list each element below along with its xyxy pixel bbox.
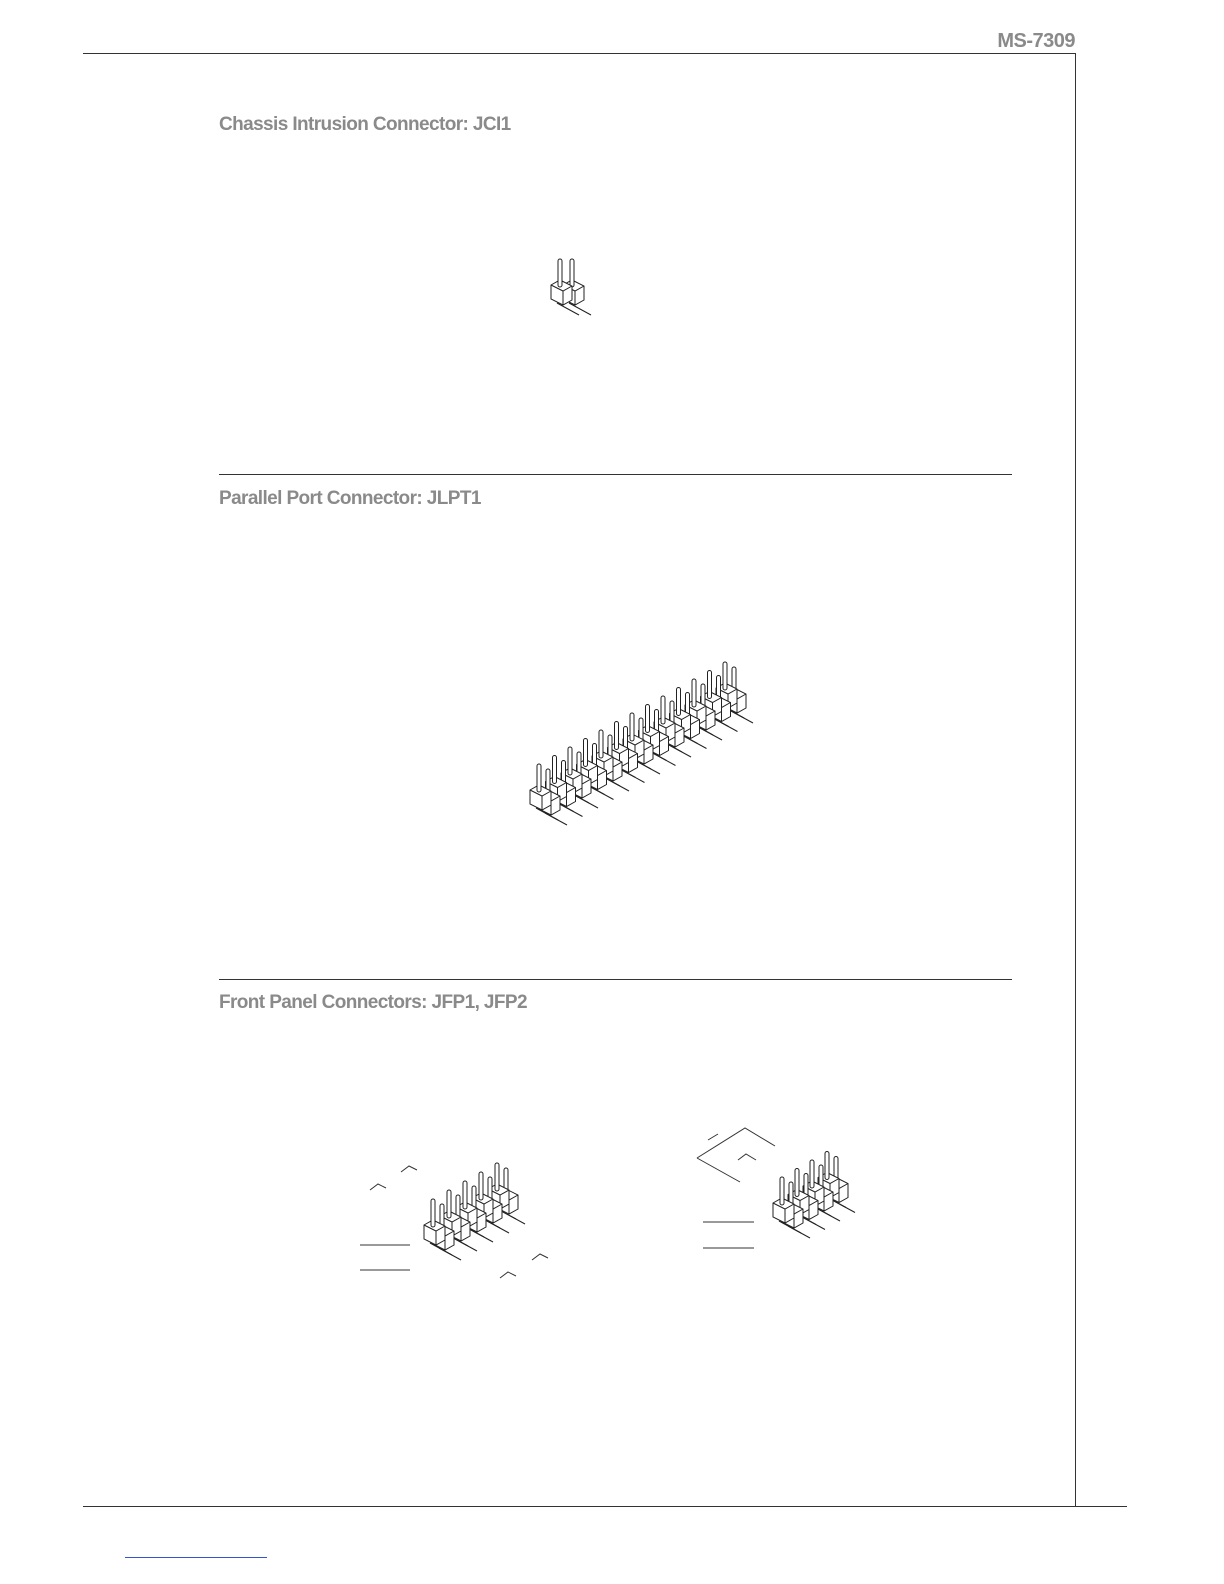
jfp-annotation-lines	[360, 1128, 775, 1278]
pin-lead	[685, 737, 707, 749]
pin-lead	[731, 711, 753, 723]
pin-lead	[700, 728, 722, 740]
pin	[537, 764, 541, 792]
pin-lead	[803, 1218, 825, 1230]
section-title-jci1: Chassis Intrusion Connector: JCI1	[219, 114, 511, 135]
jfp2-callout	[697, 1128, 775, 1158]
pin-lead	[818, 1209, 840, 1221]
jci1-pin-header	[551, 259, 591, 315]
pin	[463, 1181, 467, 1209]
pin-lead	[716, 720, 738, 732]
pin-lead	[607, 779, 629, 791]
pin-lead	[833, 1201, 855, 1213]
pin-lead	[654, 754, 676, 766]
jfp1-callout	[370, 1184, 386, 1190]
pin-lead	[623, 771, 645, 783]
jfp1-callout	[500, 1272, 516, 1278]
pin	[708, 671, 712, 699]
jfp1-callout	[532, 1254, 548, 1260]
pin	[479, 1172, 483, 1200]
pin-lead	[439, 1248, 461, 1260]
pin	[495, 1163, 499, 1191]
pin	[825, 1152, 829, 1180]
jfp2-pin-header	[773, 1152, 855, 1239]
pin-lead	[569, 303, 591, 315]
pin	[431, 1199, 435, 1227]
pin	[615, 722, 619, 750]
pin	[599, 730, 603, 758]
pin-lead	[455, 1239, 477, 1251]
jlpt1-pin-header	[530, 662, 753, 825]
pin	[677, 688, 681, 716]
jfp2-callout	[697, 1158, 740, 1182]
pin-lead	[669, 745, 691, 757]
jfp2-callout	[738, 1154, 756, 1160]
pin	[646, 705, 650, 733]
pin-lead	[592, 788, 614, 800]
pin-lead	[545, 813, 567, 825]
pin	[795, 1169, 799, 1197]
section-title-jfp: Front Panel Connectors: JFP1, JFP2	[219, 992, 527, 1013]
jfp1-pin-header	[424, 1163, 525, 1260]
pin	[584, 739, 588, 767]
pin-lead	[638, 762, 660, 774]
pin-lead	[487, 1221, 509, 1233]
pin-lead	[471, 1230, 493, 1242]
jfp2-callout	[708, 1134, 718, 1140]
pin	[558, 259, 562, 287]
pin	[570, 259, 574, 287]
pin	[447, 1190, 451, 1218]
pin	[568, 747, 572, 775]
pin-lead	[561, 805, 583, 817]
pin	[723, 662, 727, 690]
pin-lead	[503, 1212, 525, 1224]
pin	[553, 756, 557, 784]
pin	[630, 713, 634, 741]
pin	[661, 696, 665, 724]
pin	[810, 1160, 814, 1188]
model-number: MS-7309	[997, 30, 1075, 52]
pin	[692, 679, 696, 707]
jfp1-callout	[401, 1166, 417, 1172]
section-title-jlpt1: Parallel Port Connector: JLPT1	[219, 488, 481, 509]
pin-lead	[788, 1226, 810, 1238]
pin-lead	[576, 796, 598, 808]
pin	[780, 1177, 784, 1205]
